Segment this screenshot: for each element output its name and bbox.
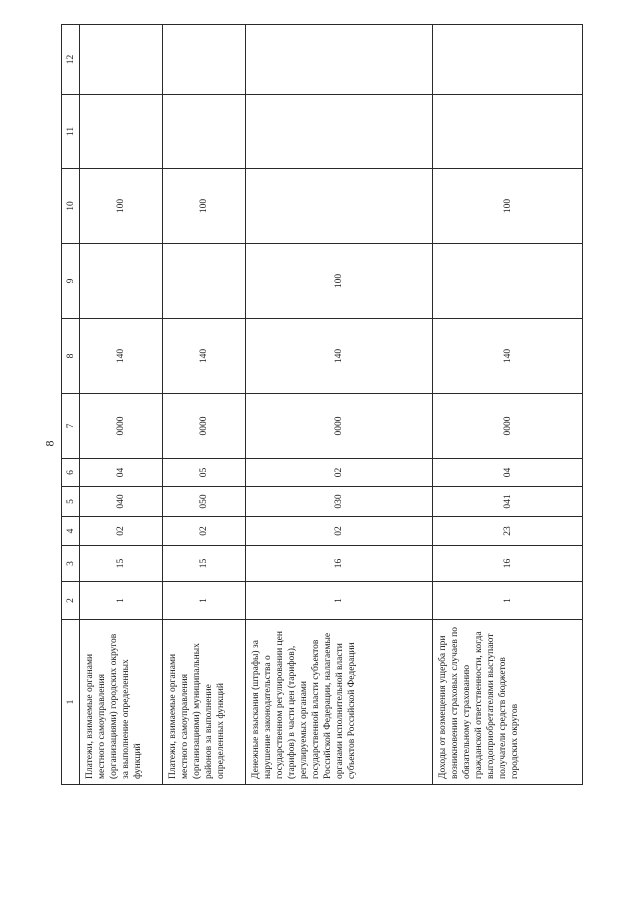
cell-c5: 050 (163, 487, 246, 517)
col-header-11: 11 (62, 95, 80, 169)
cell-c3: 15 (163, 546, 246, 582)
cell-c7: 0000 (246, 394, 433, 459)
cell-c6: 04 (80, 459, 163, 487)
cell-c11 (163, 95, 246, 169)
row-description: Денежные взыскания (штрафы) за нарушение законодательства о государственном регулировании цен (тарифов) в части цен (тарифов), регулируемых органами государственной власти субъектов Российской Федерации, налагаемые органами исполнительной власти субъектов Российской Федерации (246, 620, 433, 785)
cell-c7: 0000 (80, 394, 163, 459)
col-header-12: 12 (62, 25, 80, 95)
cell-c8: 140 (433, 319, 583, 394)
col-header-9: 9 (62, 244, 80, 319)
cell-c9 (80, 244, 163, 319)
cell-c8: 140 (246, 319, 433, 394)
cell-c11 (433, 95, 583, 169)
header-row (62, 25, 80, 785)
cell-c11 (246, 95, 433, 169)
col-header-2: 2 (62, 582, 80, 620)
cell-c4: 02 (246, 517, 433, 546)
revenue-codes-table (61, 24, 583, 785)
cell-c3: 15 (80, 546, 163, 582)
cell-c9 (163, 244, 246, 319)
cell-c4: 23 (433, 517, 583, 546)
cell-c3: 16 (246, 546, 433, 582)
row-description: Платежи, взимаемые органами местного самоуправления (организациями) муниципальных районов за выполнение определенных функций (163, 620, 246, 785)
cell-c12 (163, 25, 246, 95)
cell-c4: 02 (80, 517, 163, 546)
cell-c2: 1 (163, 582, 246, 620)
col-header-6: 6 (62, 459, 80, 487)
cell-c10: 100 (433, 169, 583, 244)
cell-c10: 100 (80, 169, 163, 244)
cell-c5: 040 (80, 487, 163, 517)
row-description: Платежи, взимаемые органами местного самоуправления (организациями) городских округов за выполнение определенных функций (80, 620, 163, 785)
cell-c6: 05 (163, 459, 246, 487)
cell-c9: 100 (246, 244, 433, 319)
cell-c12 (246, 25, 433, 95)
cell-c7: 0000 (433, 394, 583, 459)
col-header-4: 4 (62, 517, 80, 546)
row-description: Доходы от возмещения ущерба при возникновении страховых случаев по обязательному страхованию гражданской ответственности, когда выгодоприобретателями выступают получатели средств бюджетов городских округов (433, 620, 583, 785)
cell-c4: 02 (163, 517, 246, 546)
cell-c6: 04 (433, 459, 583, 487)
cell-c2: 1 (246, 582, 433, 620)
cell-c5: 030 (246, 487, 433, 517)
table-row (163, 25, 246, 785)
cell-c2: 1 (80, 582, 163, 620)
cell-c8: 140 (163, 319, 246, 394)
col-header-7: 7 (62, 394, 80, 459)
cell-c10 (246, 169, 433, 244)
table-row (433, 25, 583, 785)
col-header-5: 5 (62, 487, 80, 517)
table-row (246, 25, 433, 785)
table-row (80, 25, 163, 785)
col-header-1: 1 (62, 620, 80, 785)
cell-c9 (433, 244, 583, 319)
col-header-10: 10 (62, 169, 80, 244)
rotated-table-frame (61, 25, 582, 785)
cell-c10: 100 (163, 169, 246, 244)
cell-c7: 0000 (163, 394, 246, 459)
page-number: 8 (42, 440, 57, 447)
cell-c8: 140 (80, 319, 163, 394)
table-wrap (61, 25, 582, 785)
cell-c12 (80, 25, 163, 95)
cell-c3: 16 (433, 546, 583, 582)
col-header-8: 8 (62, 319, 80, 394)
cell-c11 (80, 95, 163, 169)
cell-c6: 02 (246, 459, 433, 487)
cell-c5: 041 (433, 487, 583, 517)
col-header-3: 3 (62, 546, 80, 582)
cell-c12 (433, 25, 583, 95)
cell-c2: 1 (433, 582, 583, 620)
